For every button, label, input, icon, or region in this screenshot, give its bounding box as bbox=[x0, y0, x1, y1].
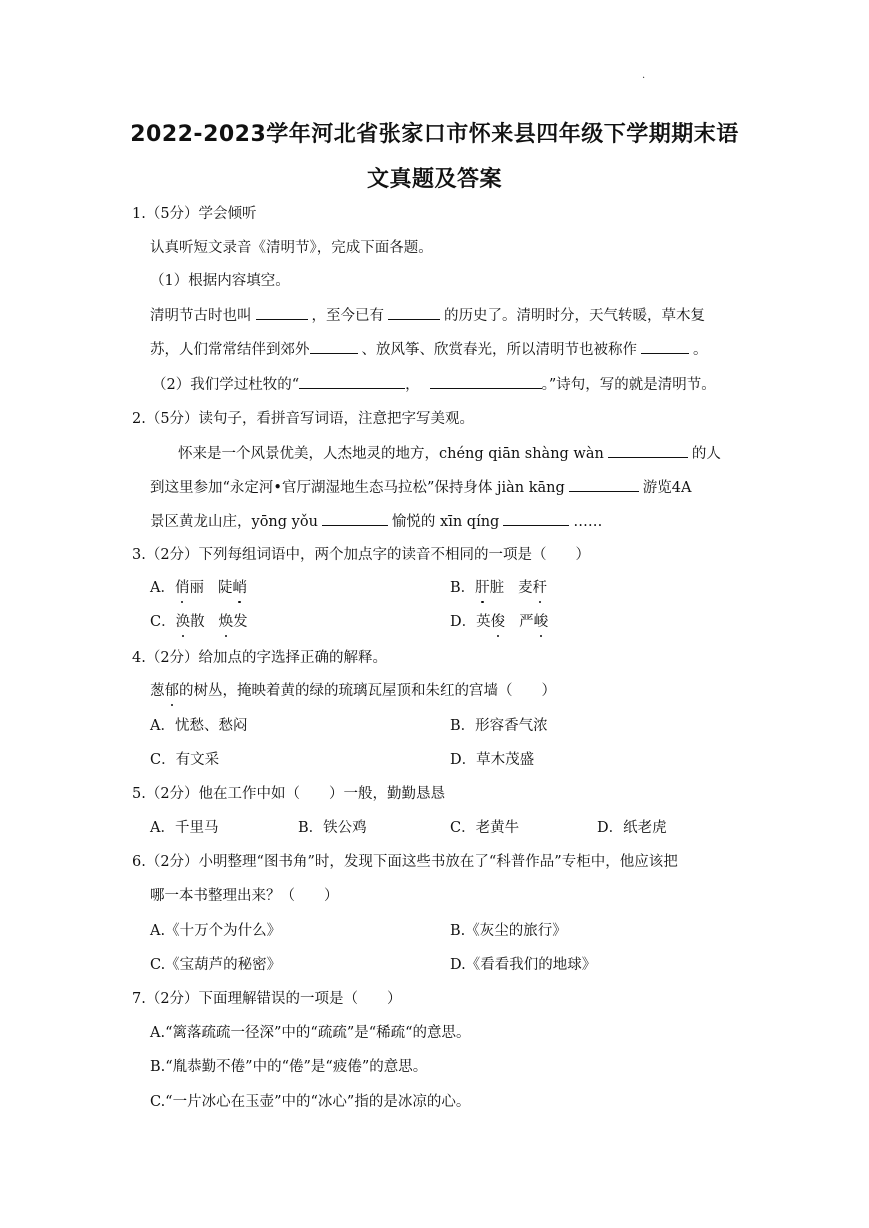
q1-sub2-text-a: （2）我们学过杜牧的“ bbox=[152, 377, 300, 393]
q1-sub2-line bbox=[152, 374, 716, 395]
q3-a-dotted-1: 俏 bbox=[174, 580, 190, 596]
q5-option-c[interactable]: C．老黄牛 bbox=[450, 820, 520, 836]
blank-ancient-name[interactable] bbox=[256, 305, 308, 320]
q3-a-dotted-2: 峭 bbox=[232, 580, 247, 596]
q1-l2-text-a: 苏，人们常常结伴到郊外 bbox=[150, 342, 310, 358]
q3-b-dotted-2: 秆 bbox=[532, 580, 548, 596]
document-title-line-1: 2022-2023学年河北省张家口市怀来县四年级下学期期末语 bbox=[130, 122, 739, 147]
blank-pinyin-xinqing[interactable] bbox=[503, 511, 569, 526]
q1-sub2-text-c: 。”诗句，写的就是清明节。 bbox=[541, 377, 716, 393]
q4-sent-pre: 葱 bbox=[150, 683, 165, 699]
q3-d-pre-2: 严 bbox=[519, 614, 534, 630]
q7-option-a[interactable]: A.“篱落疏疏一径深”中的“疏疏”是“稀疏“的意思。 bbox=[150, 1025, 471, 1041]
q3-option-a[interactable] bbox=[150, 578, 247, 598]
q4-option-c[interactable]: C．有文采 bbox=[150, 752, 220, 768]
q6-option-b[interactable]: B.《灰尘的旅行》 bbox=[450, 923, 567, 939]
q1-l1-text-c: 的历史了。清明时分，天气转暖，草木复 bbox=[444, 308, 705, 324]
q2-l3-text-c: …… bbox=[573, 514, 603, 530]
q3-b-dotted-1: 肝 bbox=[475, 580, 490, 596]
q1-heading: 1.（5分）学会倾听 bbox=[132, 206, 257, 222]
q3-heading: 3.（2分）下列每组词语中，两个加点字的读音不相同的一项是（ ） bbox=[132, 547, 591, 563]
blank-poem-line-2[interactable] bbox=[430, 374, 542, 389]
q3-a-pre-2: 陡 bbox=[217, 580, 233, 596]
q1-l2-text-b: 、放风筝、欣赏春光，所以清明节也被称作 bbox=[361, 342, 637, 358]
q4-sent-post: 的树丛，掩映着黄的绿的琉璃瓦屋顶和朱红的宫墙（ ） bbox=[179, 683, 556, 699]
q7-option-b[interactable]: B.“胤恭勤不倦”中的“倦”是“疲倦”的意思。 bbox=[150, 1059, 428, 1075]
blank-outing-activity[interactable] bbox=[310, 339, 358, 354]
q1-intro: 认真听短文录音《清明节》，完成下面各题。 bbox=[150, 240, 433, 256]
q3-d-dotted-1: 俊 bbox=[490, 614, 506, 630]
q5-option-d[interactable]: D．纸老虎 bbox=[597, 820, 667, 836]
blank-pinyin-yongyou[interactable] bbox=[322, 511, 388, 526]
q3-a-post-1: 丽 bbox=[189, 580, 204, 596]
q3-c-label: C． bbox=[150, 614, 176, 630]
q3-b-post-1: 脏 bbox=[489, 580, 505, 596]
q1-sub1-heading: （1）根据内容填空。 bbox=[150, 273, 290, 289]
q5-heading: 5.（2分）他在工作中如（ ）一般，勤勤恳恳 bbox=[132, 786, 446, 802]
q5-option-b[interactable]: B．铁公鸡 bbox=[298, 820, 367, 836]
q2-l2-text-b: 游览4A bbox=[642, 480, 692, 496]
q4-heading: 4.（2分）给加点的字选择正确的解释。 bbox=[132, 650, 388, 666]
q5-option-a[interactable]: A．千里马 bbox=[150, 820, 219, 836]
blank-pinyin-chengqianshangwan[interactable] bbox=[608, 443, 688, 458]
q7-option-c[interactable]: C.“一片冰心在玉壶”中的“冰心”指的是冰凉的心。 bbox=[150, 1094, 471, 1110]
q3-d-label: D． bbox=[450, 614, 477, 630]
q3-a-label: A． bbox=[150, 580, 175, 596]
q1-sub2-text-b: ， bbox=[405, 377, 420, 393]
q1-fill-line-2 bbox=[150, 339, 708, 360]
q3-option-d[interactable] bbox=[450, 612, 548, 632]
q3-c-post-2: 发 bbox=[233, 614, 248, 630]
q1-l2-text-c: 。 bbox=[693, 342, 708, 358]
q3-option-c[interactable] bbox=[150, 612, 248, 632]
q7-heading: 7.（2分）下面理解错误的一项是（ ） bbox=[132, 991, 402, 1007]
q3-d-dotted-2: 峻 bbox=[533, 614, 549, 630]
q6-heading: 6.（2分）小明整理“图书角”时，发现下面这些书放在了“科普作品”专柜中，他应该把 bbox=[132, 854, 678, 870]
q6-option-a[interactable]: A.《十万个为什么》 bbox=[150, 923, 282, 939]
q4-option-a[interactable]: A．忧愁、愁闷 bbox=[150, 718, 248, 734]
q3-c-post-1: 散 bbox=[190, 614, 205, 630]
header-dot: . bbox=[642, 70, 646, 81]
q4-option-b[interactable]: B．形容香气浓 bbox=[450, 718, 548, 734]
q6-heading-line-2: 哪一本书整理出来？（ ） bbox=[150, 888, 339, 904]
q2-l3-text-a: 景区黄龙山庄，yōng yǒu bbox=[150, 514, 318, 530]
q3-b-label: B． bbox=[450, 580, 476, 596]
q2-l3-text-b: 愉悦的 xīn qíng bbox=[391, 514, 500, 530]
q4-option-d[interactable]: D．草木茂盛 bbox=[450, 752, 535, 768]
q2-l2-text-a: 到这里参加“永定河•官厅湖湿地生态马拉松”保持身体 jiàn kāng bbox=[150, 480, 565, 496]
blank-history-years[interactable] bbox=[388, 305, 440, 320]
q6-option-c[interactable]: C.《宝葫芦的秘密》 bbox=[150, 957, 282, 973]
q3-b-pre-2: 麦 bbox=[518, 580, 533, 596]
q1-l1-text-b: ，至今已有 bbox=[311, 308, 384, 324]
blank-poem-line-1[interactable] bbox=[299, 374, 405, 389]
q3-c-dotted-2: 焕 bbox=[218, 614, 234, 630]
q2-l1-text-a: 怀来是一个风景优美，人杰地灵的地方，chéng qiān shàng wàn bbox=[178, 446, 604, 462]
q3-option-b[interactable] bbox=[450, 578, 547, 598]
q3-c-dotted-1: 涣 bbox=[175, 614, 191, 630]
document-title-line-2: 文真题及答案 bbox=[366, 167, 502, 192]
q4-sent-dotted: 郁 bbox=[164, 683, 179, 699]
q1-l1-text-a: 清明节古时也叫 bbox=[150, 308, 252, 324]
q2-l1-text-b: 的人 bbox=[691, 446, 721, 462]
blank-festival-alias[interactable] bbox=[641, 339, 689, 354]
q2-line-3 bbox=[150, 511, 602, 532]
q6-option-d[interactable]: D.《看看我们的地球》 bbox=[450, 957, 597, 973]
q1-fill-line-1 bbox=[150, 305, 705, 326]
q2-heading: 2.（5分）读句子，看拼音写词语，注意把字写美观。 bbox=[132, 411, 475, 427]
q3-d-pre-1: 英 bbox=[476, 614, 491, 630]
q2-line-1 bbox=[178, 443, 721, 464]
q4-sentence bbox=[150, 681, 556, 701]
q2-line-2 bbox=[150, 477, 691, 498]
blank-pinyin-jiankang[interactable] bbox=[569, 477, 639, 492]
